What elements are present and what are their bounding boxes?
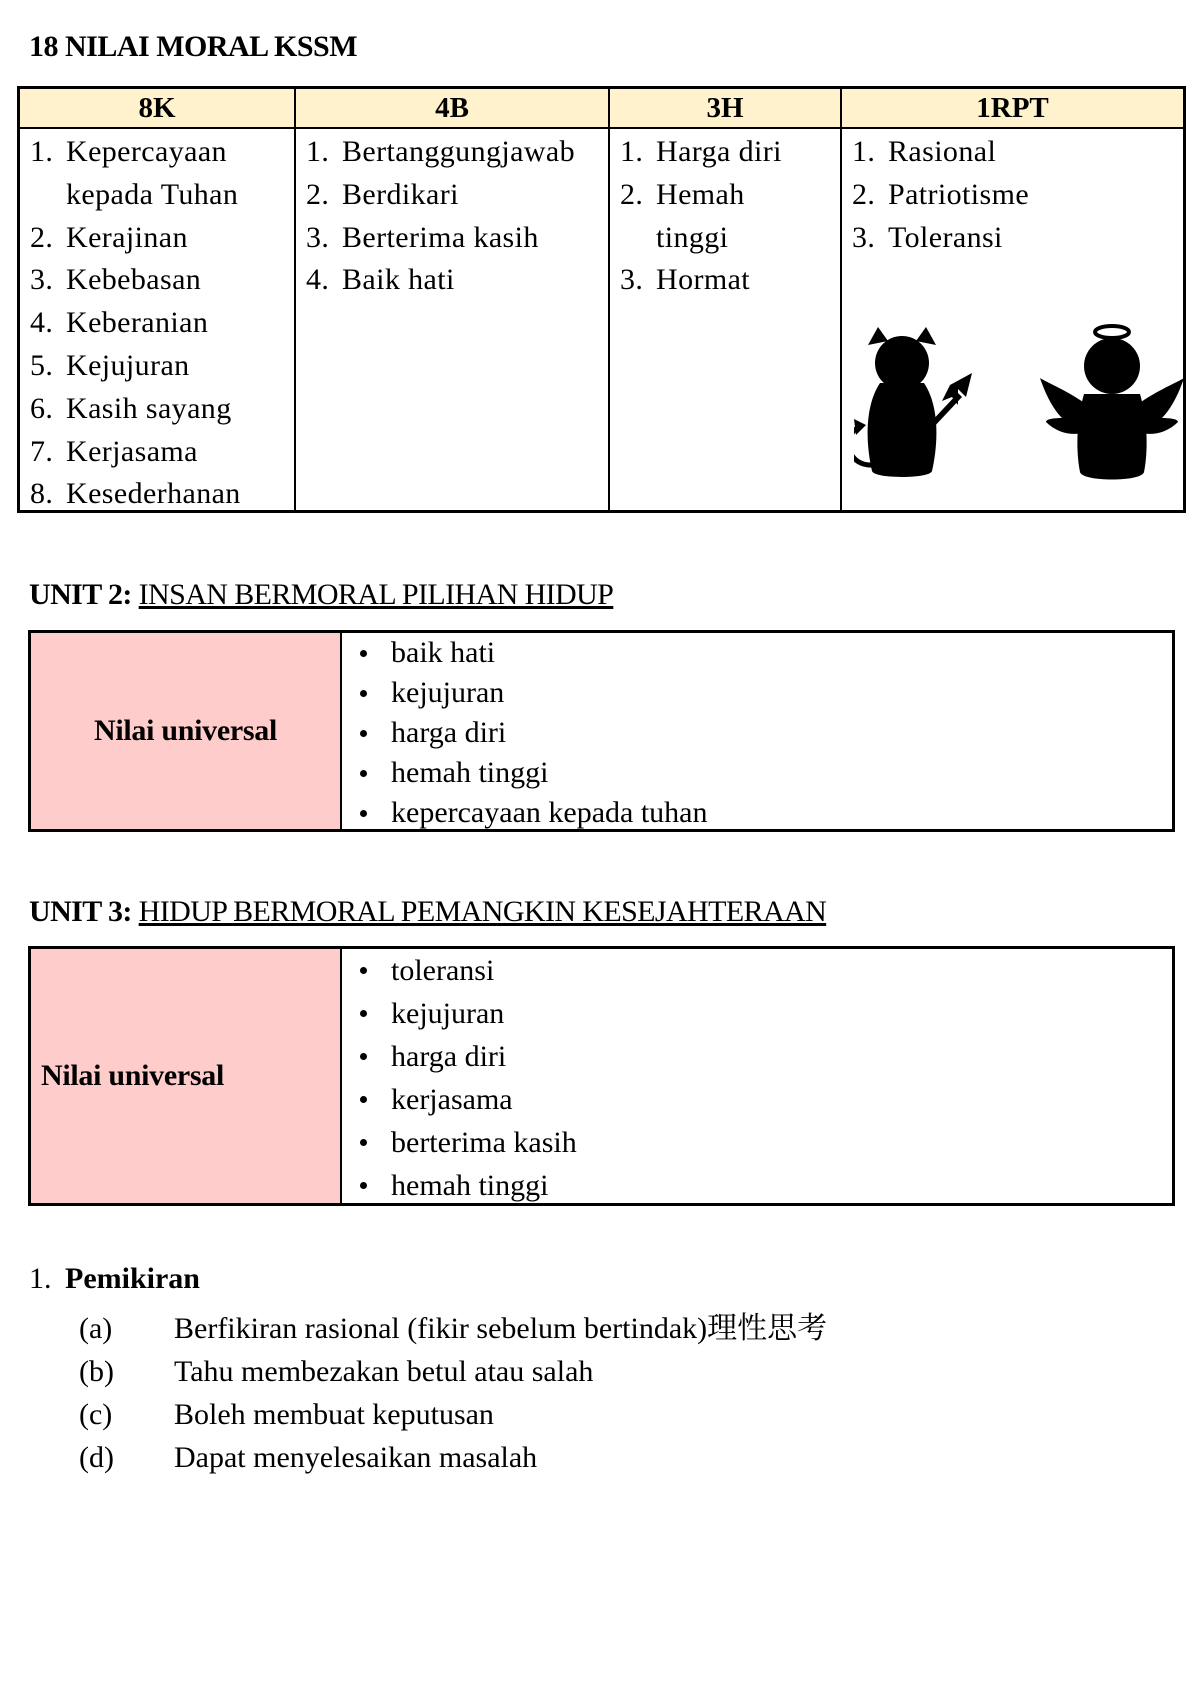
- bullet-icon: [360, 1053, 367, 1060]
- item-text: Kerjasama: [66, 434, 198, 468]
- value-text: kepercayaan kepada tuhan: [391, 796, 708, 829]
- value-text: harga diri: [391, 716, 507, 749]
- list-item: [852, 131, 1183, 174]
- bullet-icon: [360, 770, 367, 777]
- list-3h: [610, 129, 840, 302]
- item-number: 4.: [306, 263, 330, 297]
- list-8k: [20, 129, 294, 516]
- column-4b: [294, 89, 608, 510]
- unit2-values-list: [342, 633, 1172, 829]
- list-item: [306, 259, 608, 302]
- item-letter: (a): [79, 1312, 113, 1345]
- column-3h: [608, 89, 840, 510]
- list-item: [354, 992, 1172, 1035]
- item-number: 3.: [30, 263, 54, 297]
- list-item: [79, 1307, 827, 1350]
- section-heading: Pemikiran: [65, 1262, 200, 1295]
- list-item: [354, 713, 1172, 753]
- unit2-table: [28, 630, 1175, 832]
- pemikiran-list: [79, 1307, 827, 1479]
- item-number: 7.: [30, 434, 54, 468]
- item-text: Kerajinan: [66, 220, 188, 254]
- list-item: [306, 217, 608, 260]
- item-text: Berterima kasih: [342, 220, 539, 254]
- list-item: [30, 473, 294, 516]
- item-number: 4.: [30, 306, 54, 340]
- list-1rpt: [842, 129, 1183, 259]
- unit3-label: UNIT 3:: [29, 895, 132, 928]
- column-header-4b: 4B: [296, 89, 608, 129]
- bullet-icon: [360, 1139, 367, 1146]
- list-item: [852, 174, 1183, 217]
- list-item: [30, 302, 294, 345]
- list-item: [30, 174, 294, 217]
- item-text: kepada Tuhan: [66, 177, 239, 211]
- list-item: [620, 259, 840, 302]
- list-item: [620, 217, 840, 260]
- item-number: 1.: [620, 135, 644, 168]
- column-header-1rpt: 1RPT: [842, 89, 1183, 129]
- nilai-universal-label: Nilai universal: [31, 633, 342, 829]
- nilai-moral-table: [17, 86, 1186, 513]
- angel-icon: [1040, 322, 1185, 487]
- list-item: [79, 1393, 827, 1436]
- list-item: [852, 217, 1183, 260]
- item-text: Kepercayaan: [66, 135, 227, 168]
- item-text: Dapat menyelesaikan masalah: [174, 1441, 538, 1474]
- item-number: 3.: [306, 220, 330, 254]
- item-text: Hemah: [656, 177, 745, 211]
- section-pemikiran: [29, 1262, 200, 1296]
- item-number: 2.: [30, 220, 54, 254]
- bullet-icon: [360, 1096, 367, 1103]
- unit3-heading: [29, 895, 826, 929]
- list-item: [354, 1035, 1172, 1078]
- value-text: berterima kasih: [391, 1125, 577, 1159]
- value-text: kejujuran: [391, 996, 505, 1030]
- item-text: Harga diri: [656, 135, 782, 168]
- value-text: kejujuran: [391, 676, 505, 709]
- value-text: kerjasama: [391, 1082, 513, 1116]
- item-text: Toleransi: [888, 220, 1003, 254]
- bullet-icon: [360, 650, 367, 657]
- item-text: Rasional: [888, 135, 997, 168]
- item-number: 6.: [30, 391, 54, 425]
- item-text: Kejujuran: [66, 348, 190, 382]
- list-item: [354, 753, 1172, 793]
- list-item: [306, 174, 608, 217]
- bullet-icon: [360, 1010, 367, 1017]
- item-text: Patriotisme: [888, 177, 1030, 211]
- nilai-universal-label: Nilai universal: [31, 949, 342, 1203]
- item-number: 2.: [306, 177, 330, 211]
- item-number: 3.: [852, 220, 876, 254]
- item-number: 1.: [30, 135, 54, 168]
- list-item: [354, 1078, 1172, 1121]
- bullet-icon: [360, 810, 367, 817]
- item-number: 2.: [852, 177, 876, 211]
- list-item: [354, 673, 1172, 713]
- list-item: [354, 633, 1172, 673]
- column-header-8k: 8K: [20, 89, 294, 129]
- item-letter: (b): [79, 1355, 114, 1388]
- item-text: Berfikiran rasional (fikir sebelum bertindak)理性思考: [174, 1312, 828, 1345]
- item-number: 5.: [30, 348, 54, 382]
- item-text: Kesederhanan: [66, 477, 241, 511]
- list-item: [354, 949, 1172, 992]
- item-text: Baik hati: [342, 263, 455, 297]
- value-text: baik hati: [391, 636, 496, 669]
- item-letter: (d): [79, 1441, 114, 1474]
- unit2-title: INSAN BERMORAL PILIHAN HIDUP: [138, 578, 614, 611]
- bullet-icon: [360, 967, 367, 974]
- list-item: [30, 345, 294, 388]
- unit2-heading: [29, 578, 613, 612]
- item-text: Hormat: [656, 263, 751, 297]
- list-item: [30, 217, 294, 260]
- bullet-icon: [360, 690, 367, 697]
- column-header-3h: 3H: [610, 89, 840, 129]
- page-title: 18 NILAI MORAL KSSM: [29, 30, 358, 63]
- item-text: Berdikari: [342, 177, 459, 211]
- item-number: 2.: [620, 177, 644, 211]
- unit3-values-list: [342, 949, 1172, 1203]
- item-text: tinggi: [656, 220, 729, 254]
- list-item: [30, 131, 294, 174]
- item-number: [620, 217, 656, 260]
- section-number: 1.: [29, 1262, 52, 1295]
- item-number: [30, 174, 66, 217]
- value-text: hemah tinggi: [391, 1168, 549, 1202]
- item-text: Kasih sayang: [66, 391, 232, 425]
- devil-icon: [854, 327, 999, 487]
- list-item: [354, 1164, 1172, 1207]
- item-letter: (c): [79, 1398, 113, 1431]
- list-item: [30, 431, 294, 474]
- value-text: hemah tinggi: [391, 756, 549, 789]
- list-4b: [296, 129, 608, 302]
- list-item: [620, 174, 840, 217]
- list-item: [354, 793, 1172, 833]
- bullet-icon: [360, 730, 367, 737]
- column-8k: [20, 89, 294, 510]
- list-item: [79, 1350, 827, 1393]
- item-number: 1.: [306, 135, 330, 168]
- unit3-title: HIDUP BERMORAL PEMANGKIN KESEJAHTERAAN: [138, 895, 827, 928]
- item-number: 1.: [852, 135, 876, 168]
- bullet-icon: [360, 1182, 367, 1189]
- list-item: [30, 259, 294, 302]
- list-item: [79, 1436, 827, 1479]
- value-text: harga diri: [391, 1039, 507, 1073]
- value-text: toleransi: [391, 953, 495, 987]
- item-text: Keberanian: [66, 306, 209, 340]
- list-item: [306, 131, 608, 174]
- item-number: 3.: [620, 263, 644, 297]
- unit2-label: UNIT 2:: [29, 578, 132, 611]
- item-text: Kebebasan: [66, 263, 202, 297]
- item-text: Bertanggungjawab: [342, 135, 575, 168]
- list-item: [30, 388, 294, 431]
- unit3-table: [28, 946, 1175, 1206]
- item-text: Tahu membezakan betul atau salah: [174, 1355, 594, 1388]
- list-item: [354, 1121, 1172, 1164]
- item-text: Boleh membuat keputusan: [174, 1398, 494, 1431]
- list-item: [620, 131, 840, 174]
- item-number: 8.: [30, 477, 54, 511]
